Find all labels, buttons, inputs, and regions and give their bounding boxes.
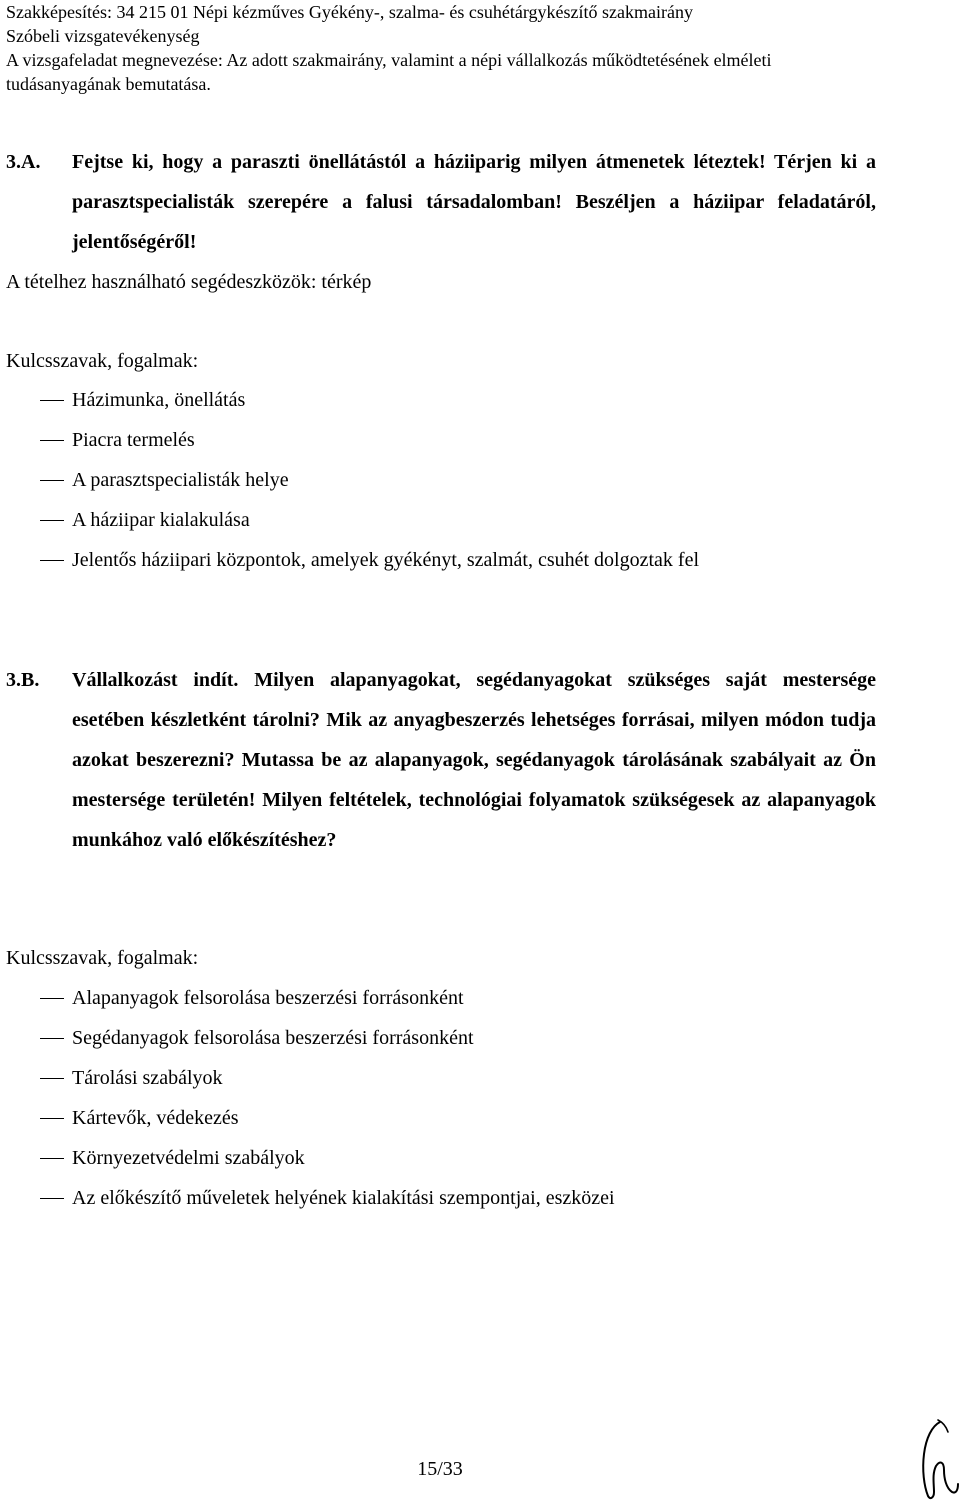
- dash-bullet-icon: [40, 480, 64, 481]
- dash-bullet-icon: [40, 400, 64, 401]
- question-3a-label: 3.A.: [6, 151, 41, 173]
- list-item: A háziipar kialakulása: [6, 500, 699, 540]
- keywords-title-b: Kulcsszavak, fogalmak:: [6, 947, 199, 969]
- header-activity: Szóbeli vizsgatevékenység: [6, 26, 200, 46]
- page-header: [6, 0, 956, 96]
- list-item: Kártevők, védekezés: [6, 1098, 615, 1138]
- page-number: 15/33: [417, 1458, 463, 1480]
- header-task-name-cont: tudásanyagának bemutatása.: [6, 74, 211, 94]
- list-item: Házimunka, önellátás: [6, 380, 699, 420]
- question-3b: [6, 660, 876, 860]
- question-3a: [6, 142, 876, 262]
- dash-bullet-icon: [40, 1038, 64, 1039]
- dash-bullet-icon: [40, 998, 64, 999]
- header-task-name: A vizsgafeladat megnevezése: Az adott szakmairány, valamint a népi vállalkozás működtetésének elméleti: [6, 50, 772, 70]
- dash-bullet-icon: [40, 1198, 64, 1199]
- list-item: Az előkészítő műveletek helyének kialakítási szempontjai, eszközei: [6, 1178, 615, 1218]
- list-item: Jelentős háziipari központok, amelyek gyékényt, szalmát, csuhét dolgoztak fel: [6, 540, 699, 580]
- dash-bullet-icon: [40, 1078, 64, 1079]
- list-item: A parasztspecialisták helye: [6, 460, 699, 500]
- dash-bullet-icon: [40, 560, 64, 561]
- question-3a-text: Fejtse ki, hogy a paraszti önellátástól a háziiparig milyen átmenetek léteztek! Térjen ki a parasztspecialisták szerepére a falusi társadalomban! Beszéljen a háziipar feladatáról, jelentőségéről!: [72, 151, 876, 253]
- header-qualification: Szakképesítés: 34 215 01 Népi kézműves Gyékény-, szalma- és csuhétárgykészítő szakmairány: [6, 2, 693, 22]
- list-item: Segédanyagok felsorolása beszerzési forrásonként: [6, 1018, 615, 1058]
- question-3b-label: 3.B.: [6, 669, 40, 691]
- list-item: Tárolási szabályok: [6, 1058, 615, 1098]
- list-item: Alapanyagok felsorolása beszerzési forrásonként: [6, 978, 615, 1018]
- question-3b-text: Vállalkozást indít. Milyen alapanyagokat, segédanyagokat szükséges saját mestersége esetében készletként tárolni? Mik az anyagbeszerzés lehetséges forrásai, milyen módon tudja azokat beszerezni? Mutassa be az alapanyagok, segédanyagok tárolásának szabályait az Ön mestersége területén! Milyen feltételek, technológiai folyamatok szükségesek az alapanyagok munkához való előkészítéshez?: [72, 669, 876, 851]
- keywords-title-a: Kulcsszavak, fogalmak:: [6, 350, 199, 372]
- tools-note: A tételhez használható segédeszközök: térkép: [6, 271, 372, 293]
- dash-bullet-icon: [40, 440, 64, 441]
- signature-icon: [918, 1418, 960, 1503]
- dash-bullet-icon: [40, 1158, 64, 1159]
- dash-bullet-icon: [40, 520, 64, 521]
- keywords-list-a: [6, 380, 699, 580]
- dash-bullet-icon: [40, 1118, 64, 1119]
- keywords-list-b: [6, 978, 615, 1218]
- list-item: Környezetvédelmi szabályok: [6, 1138, 615, 1178]
- list-item: Piacra termelés: [6, 420, 699, 460]
